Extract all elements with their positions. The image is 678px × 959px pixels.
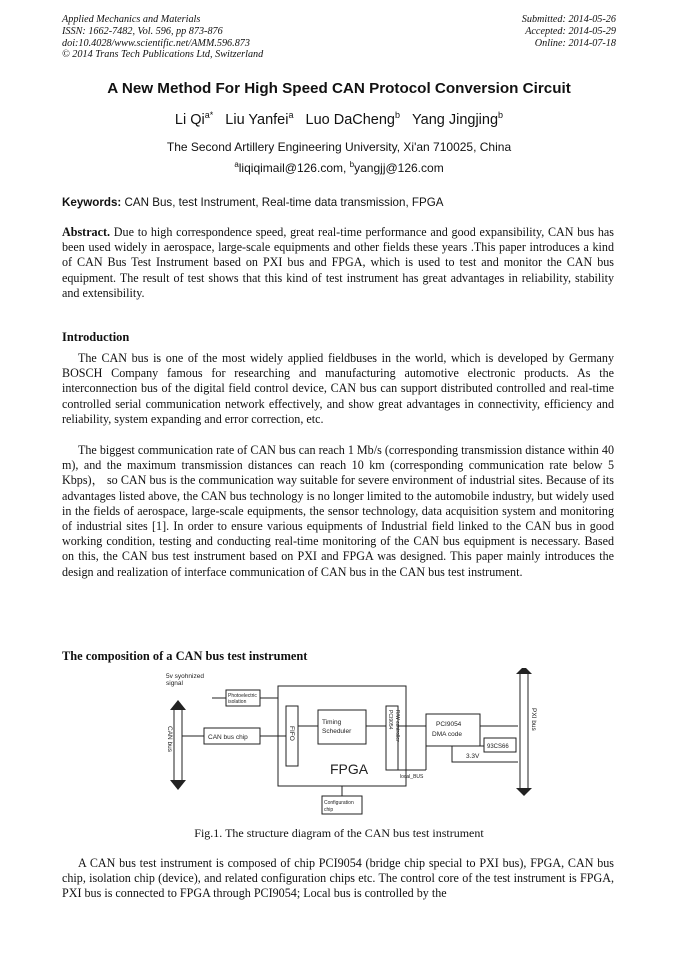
author xyxy=(175,112,213,128)
abstract-label: Abstract. xyxy=(62,225,111,239)
email-sup: b xyxy=(349,160,355,169)
submission-dates xyxy=(522,14,616,49)
abstract xyxy=(62,225,614,301)
structure-diagram xyxy=(160,668,540,818)
section-heading-composition: The composition of a CAN bus test instrument xyxy=(62,649,308,663)
arrow-down-icon xyxy=(170,780,186,790)
diagram-label: PCI9054 xyxy=(387,710,393,730)
keywords-text: CAN Bus, test Instrument, Real-time data transmission, FPGA xyxy=(124,196,444,209)
email-line xyxy=(0,160,678,175)
diagram-label: PXI bus xyxy=(530,708,537,731)
figure-caption: Fig.1. The structure diagram of the CAN bus test instrument xyxy=(194,826,484,840)
date-line: Submitted: 2014-05-26 xyxy=(521,14,616,25)
diagram-label: R/W controller xyxy=(394,710,400,742)
author-sup: a xyxy=(288,110,294,120)
section-heading-introduction: Introduction xyxy=(62,330,130,344)
author xyxy=(306,112,401,128)
pci9054-block xyxy=(426,714,480,746)
author xyxy=(225,112,293,128)
diagram-label: Scheduler xyxy=(322,728,352,735)
diagram-label: signal xyxy=(166,680,183,687)
intro-paragraph-2: The biggest communication rate of CAN bus can reach 1 Mb/s (corresponding transmission distance within 40 m), and the maximum transmission distances can reach 10 km (corresponding communication rate below 5 Kbps)， so CAN bus is the communication way suitable for severe environment of industrial sites. Because of its advantages listed above, the CAN bus technology is no longer limited to the automobile industry, but widely used in the fields of aerospace, large-scale equipments, the sensor technology, data acquisition system and monitoring of industrial sites [1]. In order to ensure various equipments of Industrial field linked to the CAN bus in good working condition, testing and conducting real-time monitoring of the CAN bus equipment is necessary. Based on this, the CAN bus test instrument based on PXI and FPGA was designed. This paper mainly introduces the design and realization of interface communication of CAN bus in the CAN bus test instrument. xyxy=(62,443,614,579)
diagram-label: 3.3V xyxy=(466,753,480,760)
author-sup: b xyxy=(395,110,401,120)
journal-line: ISSN: 1662-7482, Vol. 596, pp 873-876 xyxy=(62,25,223,37)
author-name: Luo DaCheng xyxy=(305,111,395,128)
diagram-label: Configuration xyxy=(324,800,354,806)
journal-line: Applied Mechanics and Materials xyxy=(62,14,201,25)
author-sup: a* xyxy=(204,110,214,120)
date-line: Online: 2014-07-18 xyxy=(534,37,616,49)
diagram-label: PCI9054 xyxy=(436,721,462,728)
diagram-label: chip xyxy=(324,807,334,813)
author xyxy=(412,112,503,128)
author-list xyxy=(0,110,678,128)
timing-scheduler-block xyxy=(318,710,366,744)
composition-paragraph-1: A CAN bus test instrument is composed of chip PCI9054 (bridge chip special to PXI bus), FPGA, CAN bus chip, isolation chip (device), and related configuration chips etc. The control core of the test instrument is FPGA, PXI bus is connected to FPGA through PCI9054; Local bus is controlled by the xyxy=(62,856,614,901)
diagram-label: Photoelectric xyxy=(228,693,257,699)
author-name: Yang Jingjing xyxy=(412,111,499,128)
keywords-label: Keywords: xyxy=(62,196,122,209)
diagram-label: 5v syohnized xyxy=(166,673,204,680)
email-link[interactable]: yangjj@126.com xyxy=(354,161,444,175)
keywords xyxy=(62,196,618,209)
author-name: Liu Yanfei xyxy=(225,111,289,128)
paper-title: A New Method For High Speed CAN Protocol Conversion Circuit xyxy=(107,80,571,97)
email-sup: a xyxy=(234,160,239,169)
author-sup: b xyxy=(498,110,504,120)
diagram-label: isolation xyxy=(228,699,247,705)
intro-paragraph-1: The CAN bus is one of the most widely applied fieldbuses in the world, which is developed by Germany BOSCH Company famous for researching and manufacturing automotive electronic products. As the interconnection bus of the digital field control device, CAN bus can support distributed controlled and real-time controlled serial communication network effectively, and show great advantages in connectivity, efficiency and reliability, system expanding and error correction, etc. xyxy=(62,351,614,426)
arrow-up-icon xyxy=(170,700,186,710)
diagram-label: CAN bus xyxy=(166,726,173,753)
diagram-label: local_BUS xyxy=(400,774,424,780)
affiliation: The Second Artillery Engineering University, Xi'an 710025, China xyxy=(166,140,512,154)
journal-line: © 2014 Trans Tech Publications Ltd, Switzerland xyxy=(62,49,264,61)
journal-line: doi:10.4028/www.scientific.net/AMM.596.873 xyxy=(62,37,250,49)
abstract-text: Due to high correspondence speed, great real-time performance and good expansibility, CAN bus has been used widely in aerospace, large-scale equipments and other fields these years .This paper introduces a kind of CAN Bus Test Instrument based on PXI bus and FPGA, which is used to test and monitor the CAN bus equipment. The result of test shows that this kind of test instrument has great advantages in reliability, stability and extensibility. xyxy=(62,225,614,300)
diagram-label: DMA code xyxy=(432,731,462,738)
diagram-label: FIFO xyxy=(288,726,295,741)
arrow-up-icon xyxy=(516,668,532,674)
author-name: Li Qi xyxy=(174,111,205,128)
diagram-label: FPGA xyxy=(330,761,369,777)
diagram-label: CAN bus chip xyxy=(208,734,248,741)
diagram-label: 93CS66 xyxy=(487,744,509,750)
diagram-label: Timing xyxy=(322,719,342,726)
date-line: Accepted: 2014-05-29 xyxy=(525,25,616,37)
email-link[interactable]: liqiqimail@126.com, xyxy=(238,161,347,175)
journal-info xyxy=(62,14,263,61)
arrow-down-icon xyxy=(516,788,532,796)
